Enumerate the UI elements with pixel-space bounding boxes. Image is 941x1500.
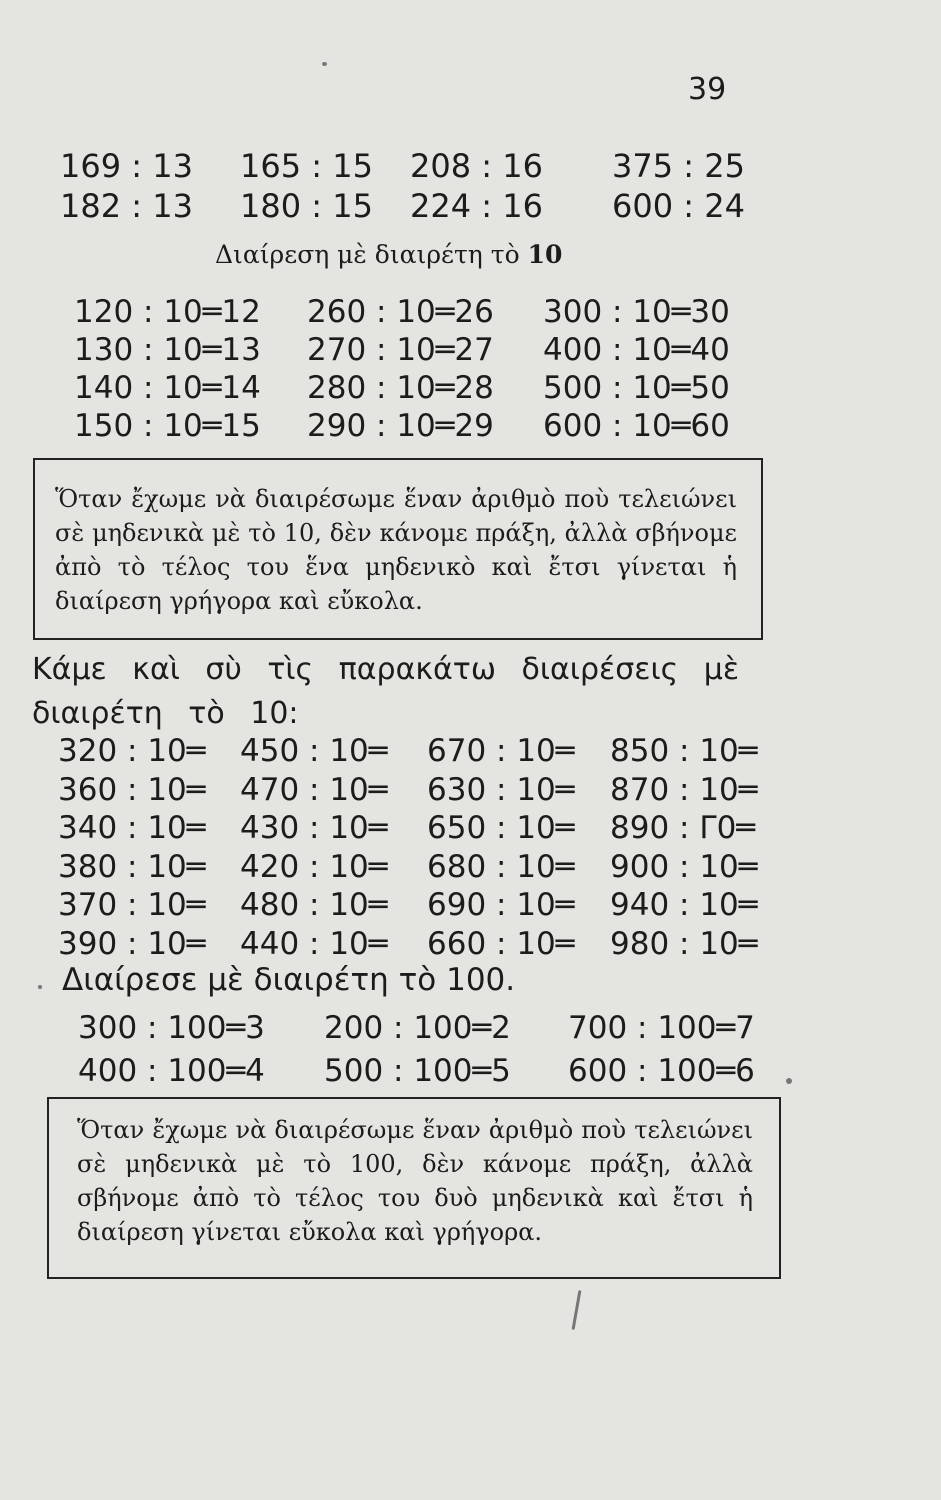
- practice-exercise: 980 : 10═: [610, 925, 758, 962]
- rule-box-100: [47, 1097, 781, 1279]
- exercise: 208 : 16: [410, 147, 543, 185]
- practice-exercise: 440 : 10═: [240, 925, 388, 962]
- exercise: 600 : 24: [612, 187, 745, 225]
- equation: 120 : 10═12: [74, 294, 261, 330]
- top-column-1: [60, 146, 193, 226]
- div10-column-3: [543, 293, 730, 445]
- practice-column-3: [427, 732, 574, 963]
- practice-column-4: [610, 732, 757, 963]
- equation: 290 : 10═29: [307, 408, 494, 444]
- div10-column-1: [74, 293, 261, 445]
- exercise: 180 : 15: [240, 187, 373, 225]
- equation: 400 : 100═4: [78, 1053, 265, 1089]
- practice-exercise: 630 : 10═: [427, 771, 575, 808]
- practice-exercise: 940 : 10═: [610, 887, 758, 923]
- practice-exercise: 690 : 10═: [427, 887, 575, 923]
- practice-column-1: [58, 732, 205, 963]
- practice-exercise: 430 : 10═: [240, 810, 388, 846]
- equation: 150 : 10═15: [74, 408, 261, 444]
- div100-column-3: [568, 1007, 755, 1093]
- practice-exercise: 660 : 10═: [427, 925, 575, 962]
- paper-speck: [786, 1078, 792, 1084]
- practice-column-2: [240, 732, 387, 963]
- rule-box-10: [33, 458, 763, 640]
- practice-exercise: 360 : 10═: [58, 771, 206, 808]
- exercise: 224 : 16: [410, 187, 543, 225]
- equation: 130 : 10═13: [74, 332, 261, 368]
- equation: 400 : 10═40: [543, 332, 730, 368]
- rule-text-10: Ὅταν ἔχωμε νὰ διαιρέσωμε ἕναν ἀριθμὸ ποὺ τελειώνει σὲ μηδενικὰ μὲ τὸ 10, δὲν κάνομε πράξη, ἀλλὰ σβήνομε ἀπὸ τὸ τέλος του ἕνα μηδενικὸ καὶ ἔτσι γίνεται ἡ διαίρεση γρήγορα καὶ εὔκολα.: [55, 485, 737, 615]
- heading-number: 10: [527, 240, 563, 269]
- exercise: 375 : 25: [612, 147, 745, 185]
- practice-exercise: 670 : 10═: [427, 733, 575, 769]
- equation: 300 : 10═30: [543, 294, 730, 330]
- equation: 500 : 100═5: [324, 1053, 511, 1089]
- paper-speck: [38, 985, 42, 989]
- equation: 280 : 10═28: [307, 370, 494, 406]
- top-column-3: [410, 146, 543, 226]
- practice-exercise: 420 : 10═: [240, 848, 388, 885]
- equation: 600 : 100═6: [568, 1053, 755, 1089]
- equation: 600 : 10═60: [543, 408, 730, 444]
- equation: 200 : 100═2: [324, 1010, 511, 1046]
- practice-exercise: 680 : 10═: [427, 848, 575, 885]
- equation: 140 : 10═14: [74, 370, 261, 406]
- paper-mark: [572, 1290, 582, 1330]
- exercise: 182 : 13: [60, 187, 193, 225]
- page-number: 39: [688, 72, 727, 107]
- paper-speck: [322, 62, 327, 66]
- practice-exercise: 900 : 10═: [610, 848, 758, 885]
- equation: 300 : 100═3: [78, 1010, 265, 1046]
- div100-column-2: [324, 1007, 511, 1093]
- div100-column-1: [78, 1007, 265, 1093]
- practice-exercise: 320 : 10═: [58, 733, 206, 769]
- practice-exercise: 890 : Γ0═: [610, 810, 755, 846]
- top-column-4: [612, 146, 745, 226]
- equation: 700 : 100═7: [568, 1010, 755, 1046]
- practice-exercise: 870 : 10═: [610, 771, 758, 808]
- equation: 260 : 10═26: [307, 294, 494, 330]
- practice-exercise: 450 : 10═: [240, 733, 388, 769]
- practice-exercise: 480 : 10═: [240, 887, 388, 923]
- div10-column-2: [307, 293, 494, 445]
- practice-exercise: 850 : 10═: [610, 733, 758, 769]
- section-heading-100: Διαίρεσε μὲ διαιρέτη τὸ 100.: [62, 962, 516, 998]
- equation: 270 : 10═27: [307, 332, 494, 368]
- exercise: 165 : 15: [240, 147, 373, 185]
- practice-intro: Κάμε καὶ σὺ τὶς παρακάτω διαιρέσεις μὲ διαιρέτη τὸ 10:: [32, 652, 740, 731]
- practice-exercise: 340 : 10═: [58, 810, 206, 846]
- practice-exercise: 650 : 10═: [427, 810, 575, 846]
- equation: 500 : 10═50: [543, 370, 730, 406]
- rule-text-100: Ὅταν ἔχωμε νὰ διαιρέσωμε ἕναν ἀριθμὸ ποὺ τελειώνει σὲ μηδενικὰ μὲ τὸ 100, δὲν κάνομε πράξη, ἀλλὰ σβήνομε ἀπὸ τὸ τέλος του δυὸ μηδενικὰ καὶ ἔτσι ἡ διαίρεση γίνεται εὔκολα καὶ γρήγορα.: [77, 1116, 753, 1246]
- practice-exercise: 380 : 10═: [58, 848, 206, 885]
- practice-exercise: 470 : 10═: [240, 771, 388, 808]
- top-column-2: [240, 146, 373, 226]
- practice-exercise: 390 : 10═: [58, 925, 206, 962]
- practice-exercise: 370 : 10═: [58, 887, 206, 923]
- exercise: 169 : 13: [60, 147, 193, 185]
- section-heading-10: [215, 240, 562, 269]
- heading-text: Διαίρεση μὲ διαιρέτη τὸ: [215, 240, 520, 269]
